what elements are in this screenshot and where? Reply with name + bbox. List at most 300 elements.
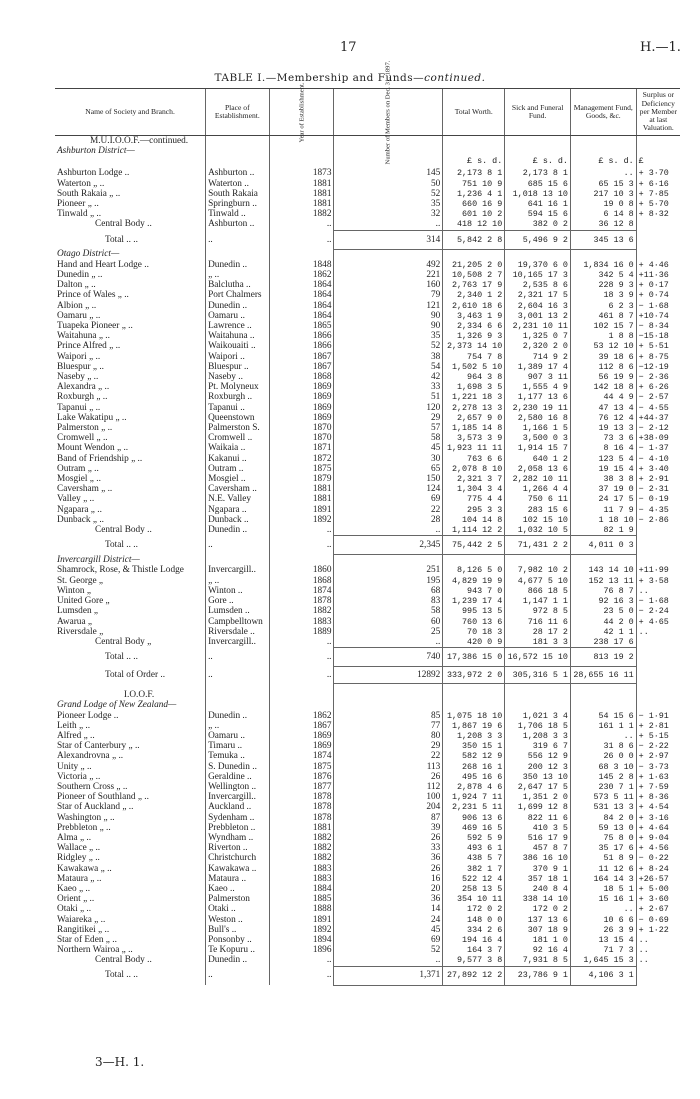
cell-name: Kawakawa „ .. <box>57 863 112 874</box>
cell-sick: 2,173 8 1 <box>505 168 571 178</box>
cell-year: 1879 <box>269 474 334 484</box>
table-row <box>55 627 680 637</box>
cell-name: Band of Friendship „ .. <box>57 453 143 464</box>
cell-year: 1878 <box>269 813 334 823</box>
table-row <box>55 382 680 392</box>
table-row <box>55 372 680 382</box>
cell-sick: 5,496 9 2 <box>505 230 571 249</box>
cell-members: 160 <box>334 280 443 290</box>
cell-sick: 2,058 13 6 <box>505 464 571 474</box>
cell-surplus: − 2·12 <box>636 423 680 433</box>
cell-worth: 1,326 9 3 <box>443 331 505 341</box>
cell-worth: 601 10 2 <box>443 209 505 219</box>
cell-members: 25 <box>334 627 443 637</box>
cell-place: Lumsden .. <box>206 606 269 616</box>
cell-management: 47 13 4 <box>570 403 636 413</box>
cell-management: 230 7 1 <box>570 782 636 792</box>
cell-members <box>334 700 443 710</box>
cell-place: Ponsonby .. <box>206 935 269 945</box>
cell-worth: 763 6 6 <box>443 454 505 464</box>
cell-management: 31 8 6 <box>570 741 636 751</box>
cell-surplus: − 0·19 <box>636 494 680 504</box>
cell-management: 36 12 8 <box>570 219 636 230</box>
cell-sick: 137 13 6 <box>505 915 571 925</box>
cell-place <box>206 156 269 168</box>
cell-surplus: + 1·63 <box>636 772 680 782</box>
table-row <box>55 792 680 802</box>
cell-surplus: + 5·00 <box>636 884 680 894</box>
order-row <box>55 136 680 147</box>
cell-year: .. <box>269 219 334 230</box>
cell-sick: 1,266 4 4 <box>505 484 571 494</box>
cell-place: Waipori .. <box>206 352 269 362</box>
cell-members <box>334 690 443 700</box>
cell-sick: 1,018 13 10 <box>505 189 571 199</box>
cell-members: 85 <box>334 711 443 721</box>
col-header-management: Management Fund, Goods, &c. <box>570 89 636 136</box>
table-row <box>55 925 680 935</box>
cell-surplus <box>636 146 680 156</box>
cell-place: S. Dunedin .. <box>206 762 269 772</box>
cell-surplus: − 0·69 <box>636 915 680 925</box>
cell-name: Northern Wairoa „ .. <box>57 945 133 956</box>
cell-surplus: − 0·22 <box>636 853 680 863</box>
cell-members: 314 <box>334 230 443 249</box>
cell-sick: 716 11 6 <box>505 617 571 627</box>
cell-year: 1877 <box>269 782 334 792</box>
cell-place <box>206 700 269 710</box>
cell-name: Cromwell „ .. <box>57 433 108 444</box>
cell-name: Central Body .. <box>95 219 152 230</box>
cell-worth: 2,340 1 2 <box>443 290 505 300</box>
cell-members: 51 <box>334 392 443 402</box>
cell-members: 1,371 <box>334 966 443 985</box>
cell-sick: 28 17 2 <box>505 627 571 637</box>
cell-year: 1881 <box>269 189 334 199</box>
cell-management: 1,834 16 0 <box>570 260 636 270</box>
units-row <box>55 156 680 168</box>
cell-worth: 2,078 8 10 <box>443 464 505 474</box>
cell-management: 4,106 3 1 <box>570 966 636 985</box>
cell-surplus: − 4·35 <box>636 505 680 515</box>
cell-year: 1874 <box>269 751 334 761</box>
cell-members: 65 <box>334 464 443 474</box>
cell-surplus: + 0·74 <box>636 290 680 300</box>
table-row <box>55 731 680 741</box>
cell-place: Dunedin .. <box>206 711 269 721</box>
cell-year: 1867 <box>269 721 334 731</box>
cell-worth: 1,304 3 4 <box>443 484 505 494</box>
cell-management: 531 13 3 <box>570 802 636 812</box>
cell-worth: 333,972 2 0 <box>443 667 505 684</box>
table-row <box>55 301 680 311</box>
cell-year: 1894 <box>269 935 334 945</box>
cell-sick: 1,555 4 9 <box>505 382 571 392</box>
cell-management: 238 17 6 <box>570 637 636 648</box>
cell-place: N.E. Valley <box>206 494 269 504</box>
cell-management <box>570 700 636 710</box>
cell-management: 42 1 1 <box>570 627 636 637</box>
table-row <box>55 915 680 925</box>
cell-sick: 2,231 10 11 <box>505 321 571 331</box>
cell-surplus <box>636 555 680 566</box>
cell-name: Total of Order .. <box>105 670 166 680</box>
table-row <box>55 413 680 423</box>
cell-management: 8 16 4 <box>570 443 636 453</box>
cell-sick <box>505 690 571 700</box>
cell-worth: 382 1 7 <box>443 864 505 874</box>
cell-year: 1882 <box>269 606 334 616</box>
cell-management: 102 15 7 <box>570 321 636 331</box>
cell-place: Waterton .. <box>206 179 269 189</box>
table-row <box>55 802 680 812</box>
cell-surplus: + 0·17 <box>636 280 680 290</box>
cell-worth: 1,502 5 10 <box>443 362 505 372</box>
cell-name: Unity „ .. <box>57 761 92 772</box>
cell-worth: 3,463 1 9 <box>443 311 505 321</box>
district-row <box>55 249 680 260</box>
cell-place: Riversdale .. <box>206 627 269 637</box>
cell-surplus: + 3·58 <box>636 576 680 586</box>
cell-name: Awarua „ <box>57 616 93 627</box>
cell-name: Prince Alfred „ .. <box>57 341 121 352</box>
col-header-year <box>269 82 334 143</box>
cell-members: 52 <box>334 189 443 199</box>
cell-place: Kaeo .. <box>206 884 269 894</box>
cell-place: Campbelltown <box>206 617 269 627</box>
table-row <box>55 443 680 453</box>
cell-place: Wyndham .. <box>206 833 269 843</box>
cell-year: 1883 <box>269 874 334 884</box>
cell-name: Pioneer of Southland „ .. <box>57 792 149 803</box>
cell-name: South Rakaia „ .. <box>57 188 121 199</box>
cell-year: 1882 <box>269 843 334 853</box>
table-row <box>55 392 680 402</box>
cell-members: 83 <box>334 596 443 606</box>
total-row <box>55 648 680 667</box>
cell-management: 65 15 3 <box>570 179 636 189</box>
cell-worth: 2,373 14 10 <box>443 341 505 351</box>
table-row <box>55 290 680 300</box>
cell-year: 1862 <box>269 711 334 721</box>
cell-management: 82 1 9 <box>570 525 636 536</box>
cell-sick: 181 3 3 <box>505 637 571 648</box>
cell-worth: 2,321 3 7 <box>443 474 505 484</box>
cell-name: Lake Wakatipu „ .. <box>57 412 127 423</box>
cell-worth: 2,878 4 6 <box>443 782 505 792</box>
cell-place: Invercargill.. <box>206 792 269 802</box>
cell-sick: 3,001 13 2 <box>505 311 571 321</box>
cell-name: Ridgley „ .. <box>57 853 100 864</box>
cell-surplus: + 6·26 <box>636 382 680 392</box>
cell-place: Palmerston <box>206 894 269 904</box>
cell-members: 26 <box>334 864 443 874</box>
cell-members: 42 <box>334 372 443 382</box>
total-row <box>55 230 680 249</box>
cell-surplus: + 3·60 <box>636 894 680 904</box>
cb-row <box>55 955 680 966</box>
table-row <box>55 945 680 955</box>
table-row <box>55 494 680 504</box>
cell-surplus: .. <box>636 586 680 596</box>
cell-worth: 2,610 18 6 <box>443 301 505 311</box>
cell-place: Queenstown <box>206 413 269 423</box>
cell-management: 143 14 10 <box>570 565 636 575</box>
cell-management: 13 15 4 <box>570 935 636 945</box>
cell-surplus <box>636 230 680 249</box>
cell-name: Wallace „ .. <box>57 843 101 854</box>
cell-members: 740 <box>334 648 443 667</box>
cell-place: Timaru .. <box>206 741 269 751</box>
table-row <box>55 189 680 199</box>
cell-year <box>269 555 334 566</box>
cell-place: „ .. <box>206 721 269 731</box>
cell-worth: 4,829 19 9 <box>443 576 505 586</box>
cell-members: 22 <box>334 505 443 515</box>
cell-management: 164 14 3 <box>570 874 636 884</box>
cell-place: Oamaru .. <box>206 311 269 321</box>
cell-members: 112 <box>334 782 443 792</box>
cell-name: Waitahuna „ .. <box>57 331 110 342</box>
cell-management: 44 2 0 <box>570 617 636 627</box>
cell-name: Orient „ .. <box>57 894 95 905</box>
cell-year: 1870 <box>269 423 334 433</box>
cell-name: Victoria „ .. <box>57 771 101 782</box>
cell-year: 1881 <box>269 179 334 189</box>
cell-year: 1882 <box>269 209 334 219</box>
cell-surplus: +44·37 <box>636 413 680 423</box>
cell-worth <box>443 136 505 147</box>
cell-year: 1878 <box>269 792 334 802</box>
cell-name: Palmerston „ .. <box>57 423 113 434</box>
cell-management: 56 19 9 <box>570 372 636 382</box>
cell-name: Star of Auckland „ .. <box>57 802 134 813</box>
table-row <box>55 606 680 616</box>
cb-row <box>55 525 680 536</box>
cell-place <box>206 146 269 156</box>
cell-sick: 866 18 5 <box>505 586 571 596</box>
col-header-surplus: Surplus or Deficiency per Member at last Valuation. <box>636 89 680 136</box>
cell-place: South Rakaia <box>206 189 269 199</box>
table-row <box>55 423 680 433</box>
cell-sick: 23,786 9 1 <box>505 966 571 985</box>
cell-sick: 2,320 2 0 <box>505 341 571 351</box>
cell-worth: 334 2 6 <box>443 925 505 935</box>
cell-management: .. <box>570 168 636 178</box>
cell-members: 121 <box>334 301 443 311</box>
cell-name: Tapanui „ .. <box>57 402 101 413</box>
cell-worth: 148 0 0 <box>443 915 505 925</box>
cell-worth: 258 13 5 <box>443 884 505 894</box>
cell-sick: 7,931 8 5 <box>505 955 571 966</box>
cell-worth <box>443 146 505 156</box>
cell-year: 1876 <box>269 772 334 782</box>
cell-surplus <box>636 966 680 985</box>
cell-management: 26 3 9 <box>570 925 636 935</box>
cell-surplus: − 8·34 <box>636 321 680 331</box>
cell-surplus: + 5·70 <box>636 199 680 209</box>
cell-worth: 760 13 6 <box>443 617 505 627</box>
cell-worth: 5,842 2 8 <box>443 230 505 249</box>
cell-management: 217 10 3 <box>570 189 636 199</box>
cell-name: Waipori „ .. <box>57 351 101 362</box>
cell-sick: 1,177 13 6 <box>505 392 571 402</box>
cell-place: Temuka .. <box>206 751 269 761</box>
cell-sick: 386 16 10 <box>505 853 571 863</box>
cell-management: 19 0 8 <box>570 199 636 209</box>
table-row <box>55 168 680 178</box>
cell-year: .. <box>269 648 334 667</box>
cell-name: Star of Canterbury „ .. <box>57 741 140 752</box>
cell-place: Tapanui .. <box>206 403 269 413</box>
table-row <box>55 484 680 494</box>
cell-management: 38 3 8 <box>570 474 636 484</box>
table-row <box>55 454 680 464</box>
col-header-name: Name of Society and Branch. <box>55 89 206 136</box>
cell-sick <box>505 700 571 710</box>
cell-management: £ s. d. <box>570 156 636 168</box>
cell-management: 19 13 3 <box>570 423 636 433</box>
cell-management: 6 14 8 <box>570 209 636 219</box>
cell-management: 73 3 6 <box>570 433 636 443</box>
cell-place: .. <box>206 667 269 684</box>
cell-management: 26 0 0 <box>570 751 636 761</box>
cell-sick: 71,431 2 2 <box>505 536 571 555</box>
cell-worth: 2,763 17 9 <box>443 280 505 290</box>
cell-name: Washington „ .. <box>57 812 115 823</box>
cell-name: Shamrock, Rose, & Thistle Lodge <box>57 565 184 576</box>
col-header-sick: Sick and Funeral Fund. <box>505 89 571 136</box>
cell-name: Total .. .. <box>105 970 138 981</box>
cell-place: „ .. <box>206 270 269 280</box>
cell-management <box>570 555 636 566</box>
cell-members: 492 <box>334 260 443 270</box>
cell-management: 10 6 6 <box>570 915 636 925</box>
cell-worth <box>443 700 505 710</box>
cell-place: Tinwald .. <box>206 209 269 219</box>
cell-sick: 2,321 17 5 <box>505 290 571 300</box>
cell-surplus: + 6·16 <box>636 179 680 189</box>
table-row <box>55 935 680 945</box>
cell-year: 1870 <box>269 433 334 443</box>
cell-name: Total .. .. <box>105 540 138 551</box>
cell-place: „ .. <box>206 576 269 586</box>
cell-management: 18 5 1 <box>570 884 636 894</box>
cell-place: Otaki .. <box>206 904 269 914</box>
cell-year: 1869 <box>269 403 334 413</box>
cell-year: 1889 <box>269 627 334 637</box>
cell-place: Dunedin .. <box>206 301 269 311</box>
cell-surplus: +11·99 <box>636 565 680 575</box>
cell-year: 1869 <box>269 392 334 402</box>
cell-place: Weston .. <box>206 915 269 925</box>
cell-surplus <box>636 525 680 536</box>
cell-year: .. <box>269 525 334 536</box>
cell-place: Ngapara .. <box>206 505 269 515</box>
cell-worth: 194 16 4 <box>443 935 505 945</box>
cell-place: Kakanui .. <box>206 454 269 464</box>
cell-members: 150 <box>334 474 443 484</box>
cell-place: Kawakawa .. <box>206 864 269 874</box>
cell-name: Albion „ .. <box>57 300 97 311</box>
cell-place <box>206 249 269 260</box>
cell-name: Mosgiel „ .. <box>57 474 101 485</box>
cell-management: 11 7 9 <box>570 505 636 515</box>
cell-place: Mosgiel .. <box>206 474 269 484</box>
cell-surplus: − 4·10 <box>636 454 680 464</box>
cell-place: .. <box>206 966 269 985</box>
cell-sick: 972 8 5 <box>505 606 571 616</box>
cell-management: 75 8 0 <box>570 833 636 843</box>
table-row <box>55 904 680 914</box>
cell-year <box>269 700 334 710</box>
cell-year: 1878 <box>269 596 334 606</box>
table-row <box>55 321 680 331</box>
cell-members: 26 <box>334 772 443 782</box>
cell-year: 1864 <box>269 311 334 321</box>
table-row <box>55 751 680 761</box>
cell-surplus <box>636 536 680 555</box>
cell-place: Gore .. <box>206 596 269 606</box>
cell-year: 1868 <box>269 576 334 586</box>
cell-management: 123 5 4 <box>570 454 636 464</box>
cell-sick: 1,166 1 5 <box>505 423 571 433</box>
cell-year: 1885 <box>269 894 334 904</box>
table-row <box>55 179 680 189</box>
cell-place: .. <box>206 648 269 667</box>
total-row <box>55 536 680 555</box>
cell-members: 113 <box>334 762 443 772</box>
total-row <box>55 966 680 985</box>
cell-members: 58 <box>334 433 443 443</box>
cell-place: Pt. Molyneux <box>206 382 269 392</box>
cell-worth <box>443 555 505 566</box>
cell-sick: 307 18 9 <box>505 925 571 935</box>
cell-worth: 172 0 2 <box>443 904 505 914</box>
cell-worth: 438 5 7 <box>443 853 505 863</box>
cell-management: 11 12 6 <box>570 864 636 874</box>
cell-year: 1864 <box>269 301 334 311</box>
cell-members: 33 <box>334 843 443 853</box>
cell-management: 112 8 6 <box>570 362 636 372</box>
district-row <box>55 555 680 566</box>
cell-sick: 4,677 5 10 <box>505 576 571 586</box>
cell-place: Dunedin .. <box>206 955 269 966</box>
cell-management: 342 5 4 <box>570 270 636 280</box>
cell-members: 22 <box>334 751 443 761</box>
cell-sick: 822 11 6 <box>505 813 571 823</box>
cell-members: 35 <box>334 331 443 341</box>
cell-worth: 2,334 6 6 <box>443 321 505 331</box>
cell-members: .. <box>334 219 443 230</box>
table-row <box>55 260 680 270</box>
cell-surplus: + 3·70 <box>636 168 680 178</box>
cell-place: Auckland .. <box>206 802 269 812</box>
cell-surplus: − 2·24 <box>636 606 680 616</box>
cell-members: 145 <box>334 168 443 178</box>
table-row <box>55 894 680 904</box>
cell-members: 90 <box>334 311 443 321</box>
cell-place: Oamaru .. <box>206 731 269 741</box>
table-row <box>55 464 680 474</box>
cell-place: Invercargill.. <box>206 565 269 575</box>
cell-name: Dunedin „ .. <box>57 270 103 281</box>
cell-management: 19 15 4 <box>570 464 636 474</box>
cell-sick <box>505 146 571 156</box>
cell-name: Outram „ .. <box>57 463 99 474</box>
cell-surplus <box>636 700 680 710</box>
cell-sick: 750 6 11 <box>505 494 571 504</box>
